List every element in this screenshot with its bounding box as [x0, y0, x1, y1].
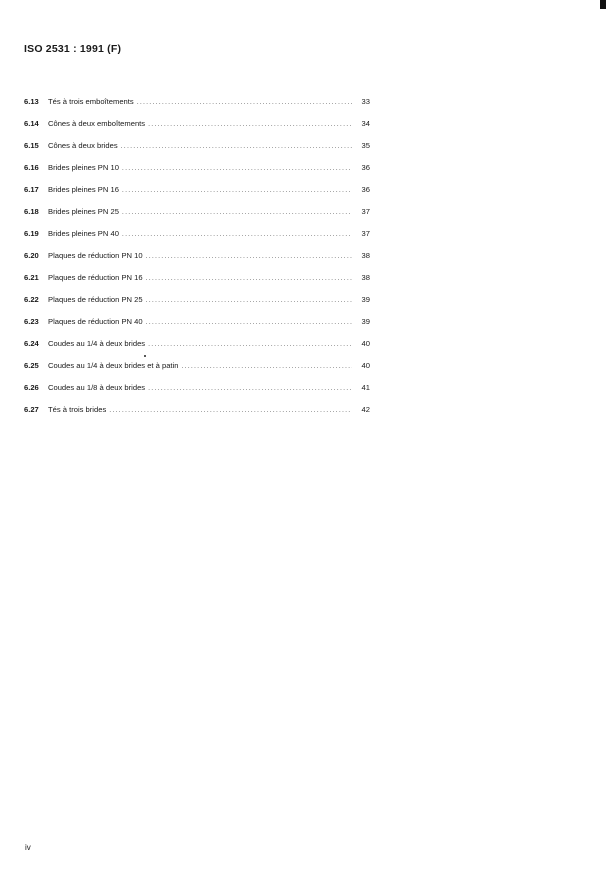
- toc-entry-number: 6.13: [24, 97, 39, 106]
- toc-entry-page: 37: [361, 207, 370, 216]
- toc-entry-number: 6.26: [24, 383, 39, 392]
- toc-entry: [24, 339, 370, 361]
- toc-entry: [24, 361, 370, 383]
- toc-entry-number: 6.17: [24, 185, 39, 194]
- toc-entry-page: 41: [361, 383, 370, 392]
- toc-entry-title: Cônes à deux emboîtements: [48, 119, 146, 128]
- toc-leader-dots: [122, 209, 352, 216]
- toc-entry-number: 6.16: [24, 163, 39, 172]
- toc-entry-page: 42: [361, 405, 370, 414]
- toc-entry: [24, 273, 370, 295]
- toc-entry-title: Plaques de réduction PN 25: [48, 295, 143, 304]
- toc-entry-number: 6.27: [24, 405, 39, 414]
- toc-entry: [24, 185, 370, 207]
- toc-leader-dots: [137, 99, 352, 106]
- toc-leader-dots: [122, 187, 352, 194]
- toc-entry-page: 38: [361, 251, 370, 260]
- toc-entry: [24, 141, 370, 163]
- toc-entry: [24, 251, 370, 273]
- toc-entry-title: Brides pleines PN 25: [48, 207, 119, 216]
- toc-entry-number: 6.19: [24, 229, 39, 238]
- toc-entry-page: 38: [361, 273, 370, 282]
- toc-entry-title: Coudes au 1/4 à deux brides: [48, 339, 146, 348]
- toc-entry-page: 33: [361, 97, 370, 106]
- toc-entry: [24, 119, 370, 141]
- toc-entry-title: Plaques de réduction PN 16: [48, 273, 143, 282]
- toc-entry-title: Plaques de réduction PN 40: [48, 317, 143, 326]
- toc-leader-dots: [122, 231, 352, 238]
- toc-entry-page: 39: [361, 317, 370, 326]
- toc-entry: [24, 405, 370, 427]
- toc-entry-page: 40: [361, 361, 370, 370]
- toc-leader-dots: [148, 385, 352, 392]
- toc-leader-dots: [121, 143, 352, 150]
- document-header: ISO 2531 : 1991 (F): [24, 43, 122, 55]
- toc-leader-dots: [181, 363, 352, 370]
- toc-entry-title: Plaques de réduction PN 10: [48, 251, 143, 260]
- table-of-contents: [24, 97, 370, 427]
- toc-entry-number: 6.15: [24, 141, 39, 150]
- toc-entry-title: Brides pleines PN 16: [48, 185, 119, 194]
- toc-leader-dots: [148, 121, 352, 128]
- toc-entry-title: Brides pleines PN 40: [48, 229, 119, 238]
- toc-entry: [24, 229, 370, 251]
- toc-entry-number: 6.18: [24, 207, 39, 216]
- toc-entry: [24, 97, 370, 119]
- toc-entry-number: 6.14: [24, 119, 39, 128]
- page-number: iv: [25, 843, 31, 852]
- toc-entry-page: 36: [361, 185, 370, 194]
- toc-entry: [24, 317, 370, 339]
- toc-entry-number: 6.22: [24, 295, 39, 304]
- toc-entry-page: 34: [361, 119, 370, 128]
- toc-leader-dots: [148, 341, 352, 348]
- scan-corner-mark: [600, 0, 606, 9]
- toc-entry-title: Brides pleines PN 10: [48, 163, 119, 172]
- toc-entry: [24, 163, 370, 185]
- toc-entry: [24, 383, 370, 405]
- toc-leader-dots: [146, 253, 352, 260]
- toc-entry-page: 36: [361, 163, 370, 172]
- toc-entry-title: Cônes à deux brides: [48, 141, 118, 150]
- toc-leader-dots: [146, 297, 352, 304]
- toc-entry-title: Coudes au 1/4 à deux brides et à patin: [48, 361, 179, 370]
- scan-speck: [144, 355, 146, 357]
- toc-leader-dots: [146, 275, 352, 282]
- toc-entry: [24, 295, 370, 317]
- toc-entry-number: 6.23: [24, 317, 39, 326]
- toc-entry-page: 35: [361, 141, 370, 150]
- toc-entry-page: 40: [361, 339, 370, 348]
- toc-entry: [24, 207, 370, 229]
- toc-leader-dots: [109, 407, 352, 414]
- toc-entry-number: 6.20: [24, 251, 39, 260]
- toc-entry-title: Tés à trois brides: [48, 405, 107, 414]
- toc-entry-number: 6.25: [24, 361, 39, 370]
- toc-leader-dots: [146, 319, 352, 326]
- toc-entry-number: 6.21: [24, 273, 39, 282]
- toc-entry-page: 39: [361, 295, 370, 304]
- toc-entry-title: Tés à trois emboîtements: [48, 97, 134, 106]
- toc-leader-dots: [122, 165, 352, 172]
- toc-entry-page: 37: [361, 229, 370, 238]
- toc-entry-title: Coudes au 1/8 à deux brides: [48, 383, 146, 392]
- toc-entry-number: 6.24: [24, 339, 39, 348]
